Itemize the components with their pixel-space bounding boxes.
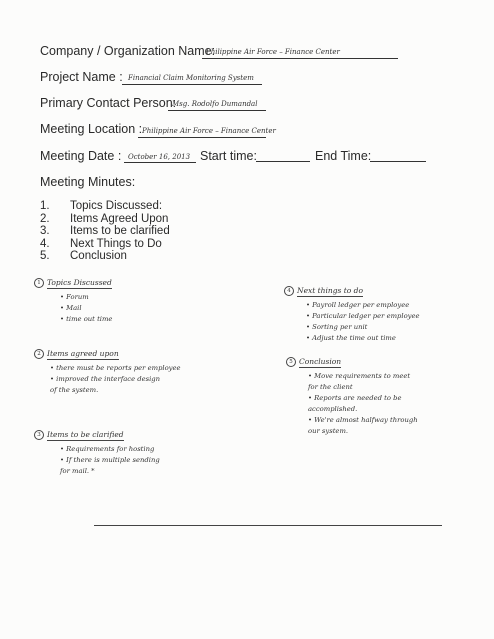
- company-underline: [202, 58, 398, 59]
- section-number: 5: [286, 357, 296, 367]
- section-number: 3: [34, 430, 44, 440]
- note-item: for mail. *: [60, 467, 95, 475]
- notes-clarified: [34, 430, 160, 477]
- note-item: • Payroll ledger per employee: [306, 301, 410, 309]
- contact-label: Primary Contact Person:: [40, 96, 177, 110]
- note-item: • improved the interface design: [50, 375, 161, 383]
- note-item: accomplished.: [308, 405, 358, 413]
- agenda-item: [40, 250, 170, 263]
- note-item: • Sorting per unit: [306, 323, 368, 331]
- minutes-label: Meeting Minutes:: [40, 175, 136, 189]
- agenda-num: 5.: [40, 250, 50, 262]
- section-number: 2: [34, 349, 44, 359]
- agenda-text: Items Agreed Upon: [70, 212, 169, 225]
- note-item: of the system.: [50, 386, 99, 394]
- contact-value: Msg. Rodolfo Dumandal: [172, 100, 258, 108]
- note-item: • Move requirements to meet: [308, 372, 411, 380]
- agenda-item: [40, 200, 170, 213]
- section-number: 1: [34, 278, 44, 288]
- project-value: Financial Claim Monitoring System: [128, 74, 254, 82]
- note-item: • Forum: [60, 293, 89, 301]
- section-title: Conclusion: [299, 357, 342, 366]
- agenda-text: Items to be clarified: [70, 225, 170, 237]
- note-item: • Adjust the time out time: [306, 334, 396, 342]
- project-underline: [122, 84, 262, 85]
- date-value: October 16, 2013: [128, 153, 191, 161]
- section-title: Next things to do: [297, 286, 363, 295]
- agenda-item: [40, 213, 170, 226]
- location-label: Meeting Location :: [40, 122, 143, 136]
- note-item: • time out time: [60, 315, 113, 323]
- date-underline: [124, 162, 196, 163]
- agenda-num: 1.: [40, 200, 50, 212]
- agenda-text: Topics Discussed:: [70, 200, 163, 212]
- note-item: • Requirements for hosting: [60, 445, 155, 453]
- agenda-text: Next Things to Do: [70, 237, 162, 250]
- agenda-text: Conclusion: [70, 250, 127, 262]
- company-value: Philippine Air Force – Finance Center: [206, 48, 340, 56]
- section-title: Items agreed upon: [47, 349, 119, 358]
- section-title: Items to be clarified: [47, 430, 124, 439]
- section-title: Topics Discussed: [47, 278, 112, 287]
- notes-agreed: [34, 349, 181, 396]
- contact-underline: [168, 110, 266, 111]
- location-value: Philippine Air Force – Finance Center: [142, 127, 276, 135]
- note-item: • If there is multiple sending: [60, 456, 160, 464]
- notes-next: [284, 286, 420, 344]
- agenda-num: 3.: [40, 225, 50, 237]
- end-time-blank: [370, 161, 426, 162]
- note-item: • Reports are needed to be: [308, 394, 402, 402]
- start-time-blank: [256, 161, 310, 162]
- note-item: • We're almost halfway through: [308, 416, 418, 424]
- note-item: our system.: [308, 427, 349, 435]
- agenda-list: [40, 200, 170, 263]
- end-time-label: End Time:: [315, 149, 372, 163]
- note-item: • Particular ledger per employee: [306, 312, 420, 320]
- project-label: Project Name :: [40, 70, 123, 84]
- location-underline: [138, 137, 266, 138]
- start-time-label: Start time:: [200, 149, 257, 163]
- note-item: • Mail: [60, 304, 82, 312]
- agenda-num: 2.: [40, 212, 50, 225]
- notes-conclusion: [286, 357, 418, 437]
- notes-topics: [34, 278, 112, 325]
- agenda-item: [40, 225, 170, 238]
- note-item: • there must be reports per employee: [50, 364, 181, 372]
- agenda-item: [40, 238, 170, 251]
- section-number: 4: [284, 286, 294, 296]
- date-label: Meeting Date :: [40, 149, 122, 163]
- company-label: Company / Organization Name:: [40, 44, 216, 58]
- signature-line: [94, 525, 442, 526]
- agenda-num: 4.: [40, 237, 50, 250]
- note-item: for the client: [308, 383, 353, 391]
